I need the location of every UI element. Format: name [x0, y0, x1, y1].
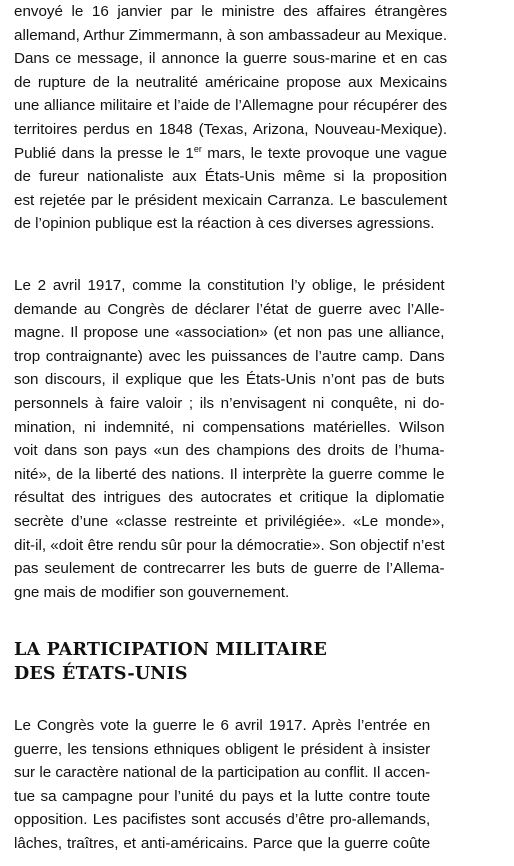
- text-line: mination, ni indemnité, ni compensations matérielles. Wilson: [14, 418, 445, 436]
- ordinal-superscript: er: [193, 143, 202, 154]
- paragraph-war-vote: [14, 714, 430, 856]
- text-line: de fureur nationaliste aux États-Unis même si la proposition: [14, 168, 448, 186]
- text-line: Le Congrès vote la guerre le 6 avril 1917. Après l’entrée en: [14, 717, 431, 734]
- text-line: est rejetée par le président mexicain Carranza. Le basculement: [14, 191, 448, 209]
- text-line: envoyé le 16 janvier par le ministre des affaires étrangères: [14, 3, 448, 20]
- text-line: secrète d’une «classe restreinte et privilégiée». «Le monde»,: [14, 512, 445, 530]
- text-line: de l’opinion publique est la réaction à ces diverses agressions.: [14, 215, 435, 233]
- text-line: lâches, traîtres, et anti-américains. Parce que la guerre coûte: [14, 834, 431, 852]
- text-line: territoires perdus en 1848 (Texas, Arizona, Nouveau-Mexique).: [14, 120, 448, 138]
- section-heading: [14, 638, 327, 686]
- text-line: Dans ce message, il annonce la guerre sous-marine et en cas: [14, 50, 448, 68]
- text-line: demande au Congrès de déclarer l’état de guerre avec l’Alle-: [14, 300, 445, 318]
- text-line: résultat des intrigues des autocrates et critique la diplomatie: [14, 489, 445, 507]
- text-line-with-superscript: [14, 142, 447, 166]
- text-line: trop contraignante) avec les puissances de l’autre camp. Dans: [14, 347, 445, 365]
- text-line: une alliance militaire et l’aide de l’Allemagne pour récupérer des: [14, 97, 448, 115]
- text-line: magne. Il propose une «association» (et non pas une alliance,: [14, 324, 445, 342]
- paragraph-wilson-declaration: [14, 274, 445, 604]
- text-line: opposition. Les pacifistes sont accusés d’être pro-allemands,: [14, 811, 431, 829]
- text-line: Le 2 avril 1917, comme la constitution l’y oblige, le président: [14, 277, 445, 294]
- text-line: sur le caractère national de la participation au conflit. Il accen-: [14, 764, 431, 782]
- text-line: son discours, il explique que les États-Unis n’ont pas de buts: [14, 371, 445, 389]
- paragraph-zimmermann-telegram: [14, 0, 447, 236]
- text-line: personnels à faire valoir ; ils n’envisagent ni conquête, ni do-: [14, 394, 445, 412]
- text-line: pas seulement de contrecarrer les buts de guerre de l’Allema-: [14, 560, 445, 578]
- text-fragment: mars, le texte provoque une vague: [201, 144, 448, 162]
- text-line: tue sa campagne pour l’unité du pays et la lutte contre toute: [14, 787, 431, 805]
- text-fragment: Publié dans la presse le 1: [14, 144, 194, 162]
- section-heading-line: DES ÉTATS-UNIS: [14, 664, 188, 684]
- text-line: dit-il, «doit être rendu sûr pour la démocratie». Son objectif n’est: [14, 536, 445, 554]
- text-line: guerre, les tensions ethniques obligent le président à insister: [14, 740, 431, 758]
- text-line: gne mais de modifier son gouvernement.: [14, 583, 290, 601]
- section-heading-line: LA PARTICIPATION MILITAIRE: [14, 640, 328, 660]
- text-line: nité», de la liberté des nations. Il interprète la guerre comme le: [14, 465, 445, 483]
- text-line: de rupture de la neutralité américaine propose aux Mexicains: [14, 73, 448, 91]
- text-line: allemand, Arthur Zimmermann, à son ambassadeur au Mexique.: [14, 26, 448, 44]
- text-line: voit dans son pays «un des champions des droits de l’huma-: [14, 442, 445, 460]
